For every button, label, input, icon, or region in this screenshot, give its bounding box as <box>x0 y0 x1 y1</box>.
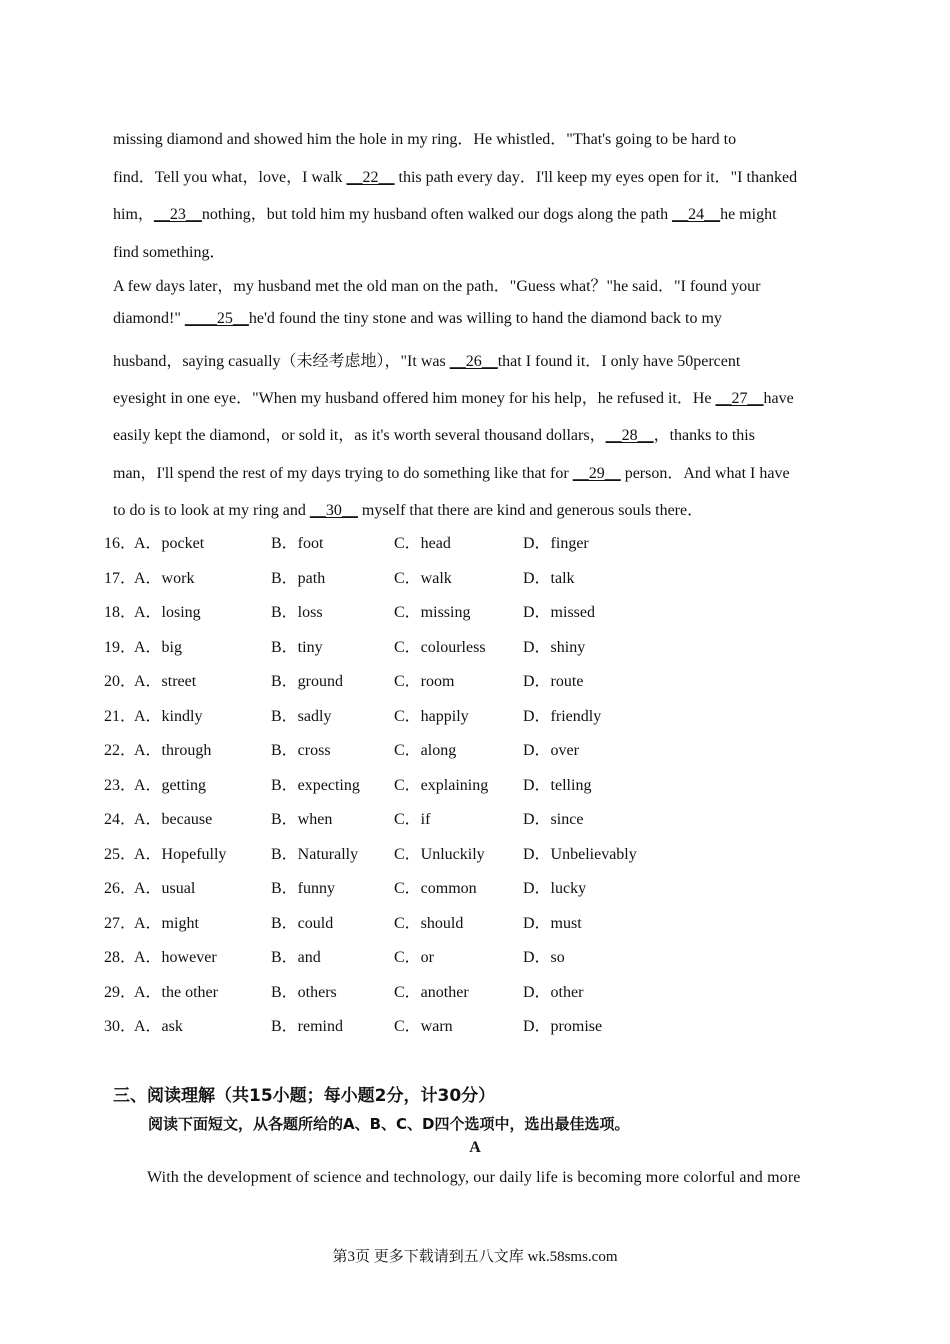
option-d: D．talk <box>523 569 575 587</box>
option-c: C．warn <box>394 1018 453 1035</box>
option-b: B．loss <box>271 604 323 621</box>
answer-blank: __27__ <box>715 390 764 407</box>
option-b: B．when <box>271 811 333 828</box>
question-number: 29． <box>104 983 137 1001</box>
question-number: 19． <box>104 638 137 656</box>
option-a: A．getting <box>134 776 206 794</box>
option-d: D．since <box>523 811 584 828</box>
option-a: A．Hopefully <box>134 845 227 863</box>
passage-line <box>113 201 777 224</box>
answer-blank: __26__ <box>449 353 498 370</box>
option-d: D．friendly <box>523 707 602 725</box>
option-b: B．cross <box>271 742 331 759</box>
option-d: D．so <box>523 949 565 966</box>
option-d: D．Unbelievably <box>523 845 637 863</box>
option-b: B．ground <box>271 673 344 690</box>
passage-text: he might <box>720 206 777 223</box>
passage-text: find something． <box>113 244 226 261</box>
passage-text: find．Tell you what，love，I walk <box>113 169 347 186</box>
section-title: 三、阅读理解（共15小题；每小题2分，计30分） <box>113 1086 496 1106</box>
passage-text: A few days later，my husband met the old man on the path．"Guess what？"he said．"I found your <box>113 278 761 295</box>
passage-line <box>113 348 740 371</box>
passage-text: him， <box>113 206 154 223</box>
passage-title: A <box>469 1139 481 1156</box>
question-number: 16． <box>104 535 137 552</box>
option-a: A．losing <box>134 604 201 621</box>
option-b: B．funny <box>271 880 336 897</box>
option-b: B．expecting <box>271 776 360 794</box>
question-number: 26． <box>104 880 137 897</box>
answer-blank: __24__ <box>672 206 721 223</box>
passage-text: eyesight in one eye．"When my husband offered him money for his help，he refused it．He <box>113 390 716 407</box>
option-a: A．kindly <box>134 707 203 725</box>
question-number: 23． <box>104 776 137 794</box>
option-d: D．other <box>523 983 584 1001</box>
passage-line <box>113 422 755 445</box>
option-b: B．and <box>271 949 321 966</box>
question-number: 21． <box>104 707 137 725</box>
option-a: A．however <box>134 949 217 966</box>
option-b: B．sadly <box>271 707 332 725</box>
question-number: 27． <box>104 914 137 932</box>
passage-text: person．And what I have <box>620 465 790 482</box>
option-b: B．tiny <box>271 638 323 656</box>
option-a: A．because <box>134 811 213 828</box>
passage-text: to do is to look at my ring and <box>113 502 310 519</box>
option-d: D．missed <box>523 604 596 621</box>
answer-blank: __30__ <box>309 502 358 519</box>
option-c: C．Unluckily <box>394 845 485 863</box>
option-c: C．happily <box>394 707 469 725</box>
option-d: D．over <box>523 742 579 759</box>
option-c: C．room <box>394 673 455 690</box>
option-b: B．could <box>271 914 334 932</box>
option-c: C．should <box>394 914 464 932</box>
passage-line <box>113 164 797 187</box>
passage-line <box>113 460 790 483</box>
passage-line <box>113 126 736 149</box>
question-number: 20． <box>104 673 137 690</box>
option-b: B．Naturally <box>271 845 359 863</box>
answer-blank: __22__ <box>346 169 395 186</box>
question-number: 22． <box>104 742 137 759</box>
question-number: 24． <box>104 811 137 828</box>
option-a: A．usual <box>134 880 196 897</box>
passage-first-line: With the development of science and technology, our daily life is becoming more colorful and more <box>147 1169 801 1186</box>
question-number: 28． <box>104 949 137 966</box>
answer-blank: ____25__ <box>184 310 249 327</box>
passage-line <box>113 273 760 296</box>
passage-text: diamond!" <box>113 310 185 327</box>
section-instruction: 阅读下面短文，从各题所给的A、B、C、D四个选项中，选出最佳选项。 <box>148 1115 630 1133</box>
option-d: D．lucky <box>523 880 587 897</box>
option-a: A．might <box>134 914 199 932</box>
option-c: C．common <box>394 880 477 897</box>
passage-text: missing diamond and showed him the hole in my ring．He whistled．"That's going to be hard to <box>113 131 737 148</box>
option-a: A．the other <box>134 983 218 1001</box>
question-number: 17． <box>104 569 137 587</box>
passage-line <box>113 310 722 328</box>
option-b: B．path <box>271 569 326 587</box>
option-d: D．finger <box>523 535 589 552</box>
passage-text: that I found it．I only have 50percent <box>497 353 741 370</box>
option-a: A．pocket <box>134 535 205 552</box>
option-b: B．remind <box>271 1018 343 1035</box>
answer-blank: __23__ <box>153 206 202 223</box>
question-number: 18． <box>104 604 137 621</box>
passage-text: myself that there are kind and generous souls there． <box>357 502 704 519</box>
passage-line <box>113 385 794 408</box>
answer-blank: __28__ <box>605 427 654 444</box>
passage-text: easily kept the diamond，or sold it，as it's worth several thousand dollars， <box>113 427 606 444</box>
passage-text: he'd found the tiny stone and was willing to hand the diamond back to my <box>248 310 722 327</box>
option-c: C．walk <box>394 569 452 587</box>
option-d: D．must <box>523 914 582 932</box>
option-c: C．head <box>394 535 451 552</box>
question-number: 30． <box>104 1018 137 1035</box>
passage-text: man，I'll spend the rest of my days trying to do something like that for <box>113 465 573 482</box>
passage-text: this path every day．I'll keep my eyes open for it．"I thanked <box>394 169 798 186</box>
page-footer: 第3页 更多下载请到五八文库 wk.58sms.com <box>332 1249 618 1265</box>
option-a: A．work <box>134 569 195 587</box>
option-d: D．route <box>523 673 584 690</box>
option-c: C．if <box>394 811 431 828</box>
option-a: A．street <box>134 673 197 690</box>
passage-line <box>113 497 703 520</box>
option-c: C．or <box>394 949 435 966</box>
option-a: A．ask <box>134 1018 183 1035</box>
option-d: D．telling <box>523 776 592 794</box>
option-c: C．along <box>394 742 457 759</box>
passage-text: nothing，but told him my husband often walked our dogs along the path <box>201 206 673 223</box>
passage-text: ，thanks to this <box>653 427 755 444</box>
question-number: 25． <box>104 845 137 863</box>
option-a: A．through <box>134 742 212 759</box>
option-b: B．others <box>271 983 337 1001</box>
option-c: C．colourless <box>394 638 486 656</box>
option-a: A．big <box>134 638 183 656</box>
option-d: D．promise <box>523 1018 603 1035</box>
option-d: D．shiny <box>523 638 586 656</box>
option-c: C．missing <box>394 604 471 621</box>
passage-text: have <box>763 390 794 407</box>
option-b: B．foot <box>271 535 324 552</box>
option-c: C．another <box>394 983 469 1001</box>
answer-blank: __29__ <box>572 465 621 482</box>
passage-text: husband，saying casually（未经考虑地），"It was <box>113 353 450 370</box>
passage-line <box>113 239 225 262</box>
option-c: C．explaining <box>394 776 489 794</box>
